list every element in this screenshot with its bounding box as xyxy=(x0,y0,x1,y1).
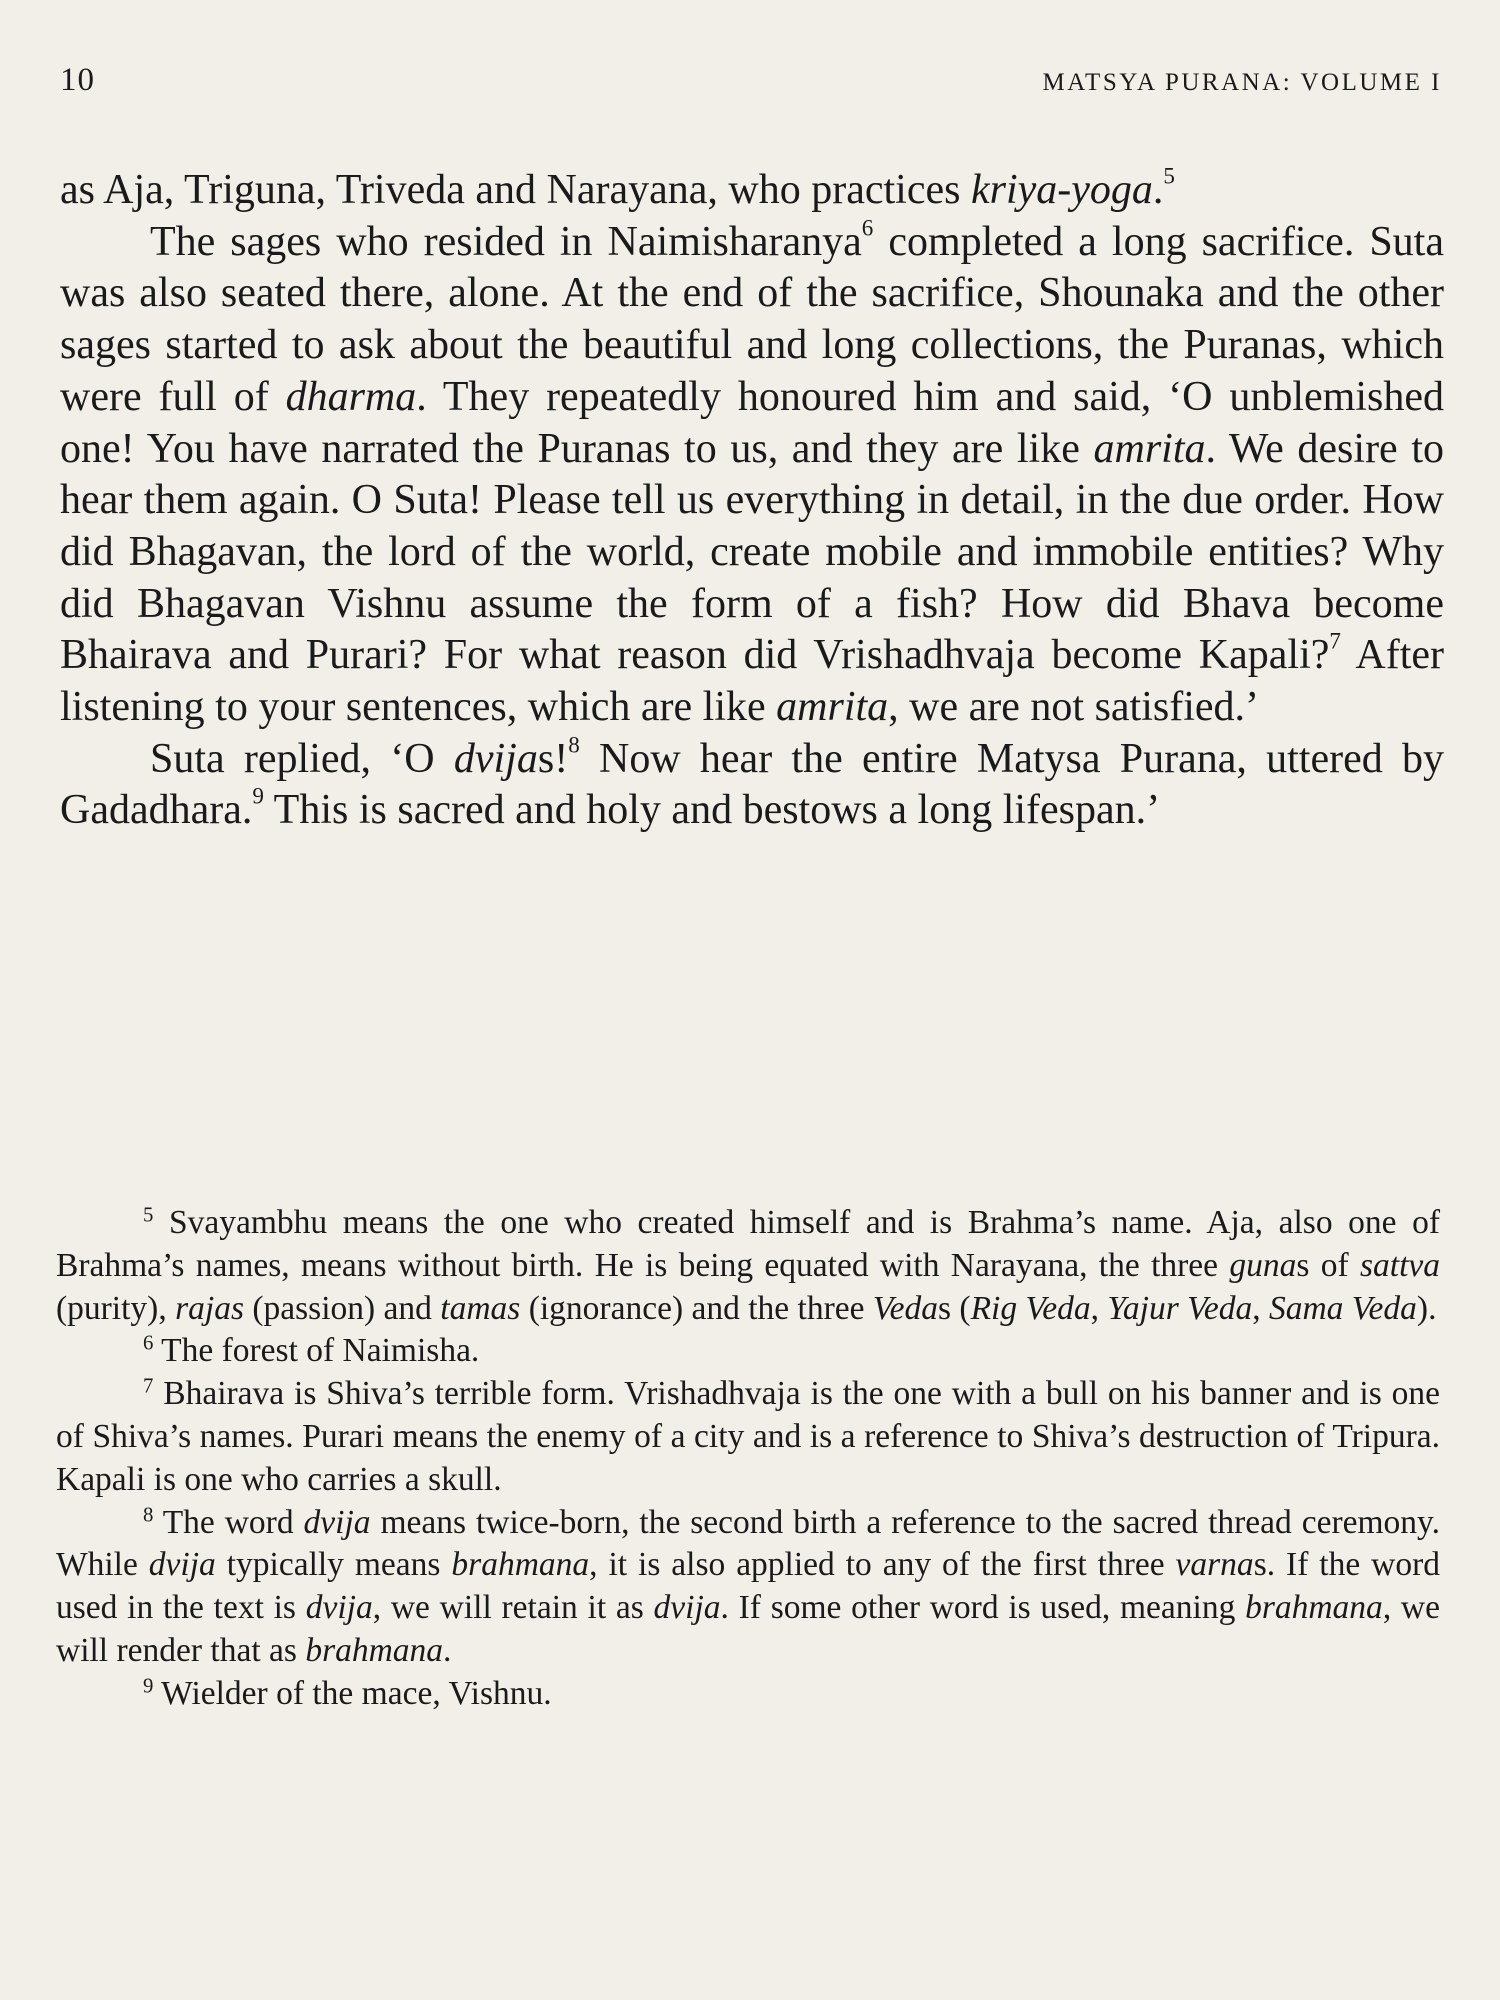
page-number: 10 xyxy=(60,62,95,98)
footnote-7: $^7$ Bhairava is Shiva’s terrible form. Vrishadhvaja is the one with a bull on his banner and is one of Shiva’s names. Purari means the enemy of a city and is a reference to Shiva’s destruction of Tripura. Kapali is one who carries a skull. xyxy=(56,1374,1440,1498)
footnote-ref-6: 6 xyxy=(861,214,874,241)
footnote-ref-9: 9 xyxy=(252,782,264,809)
footnote-9: $^9$ Wielder of the mace, Vishnu. xyxy=(143,1674,552,1712)
footnote-6: $^6$ The forest of Naimisha. xyxy=(143,1331,480,1370)
footnote-ref-8: 8 xyxy=(568,731,580,758)
footnote-8: $^8$ The word dvija means twice-born, the second birth a reference to the sacred thread ceremony. While dvija typically means brahmana, it is also applied to any of the first three varnas. If the word used in the text is dvija, we will retain it as dvija. If some other word is used, meaning brahmana, we will render that as brahmana. xyxy=(56,1503,1440,1669)
paragraph-1: as Aja, Triguna, Triveda and Narayana, who practices kriya-yoga.$^5$ xyxy=(60,162,1175,213)
body-text xyxy=(60,162,1445,837)
footnote-ref-7: 7 xyxy=(1329,627,1341,654)
running-title: MATSYA PURANA: VOLUME I xyxy=(1042,69,1442,96)
footnotes xyxy=(56,1202,1440,1716)
footnote-ref-5: 5 xyxy=(1163,162,1175,189)
paragraph-3: Suta replied, ‘O dvijas!$^8$ Now hear the entire Matysa Purana, uttered by Gadadhara.$^9$ This is sacred and holy and bestows a long lifespan.’ xyxy=(60,731,1444,834)
page-header xyxy=(60,62,1442,99)
paragraph-2: The sages who resided in Naimisharanya$^6$ completed a long sacrifice. Suta was also seated there, alone. At the end of the sacrifice, Shounaka and the other sages started to ask about the beautiful and long collections, the Puranas, which were full of dharma. They repeatedly honoured him and said, ‘O unblemished one! You have narrated the Puranas to us, and they are like amrita. We desire to hear them again. O Suta! Please tell us everything in detail, in the due order. How did Bhagavan, the lord of the world, create mobile and immobile entities? Why did Bhagavan Vishnu assume the form of a fish? How did Bhava become Bhairava and Purari? For what reason did Vrishadhvaja become Kapali?$^7$ After listening to your sentences, which are like amrita, we are not satisfied.’ xyxy=(60,214,1445,731)
footnote-5: $^5$ Svayambhu means the one who created himself and is Brahma’s name. Aja, also one of Brahma’s names, means without birth. He is being equated with Narayana, the three gunas of sattva (purity), rajas (passion) and tamas (ignorance) and the three Vedas (Rig Veda, Yajur Veda, Sama Veda). xyxy=(56,1203,1440,1327)
